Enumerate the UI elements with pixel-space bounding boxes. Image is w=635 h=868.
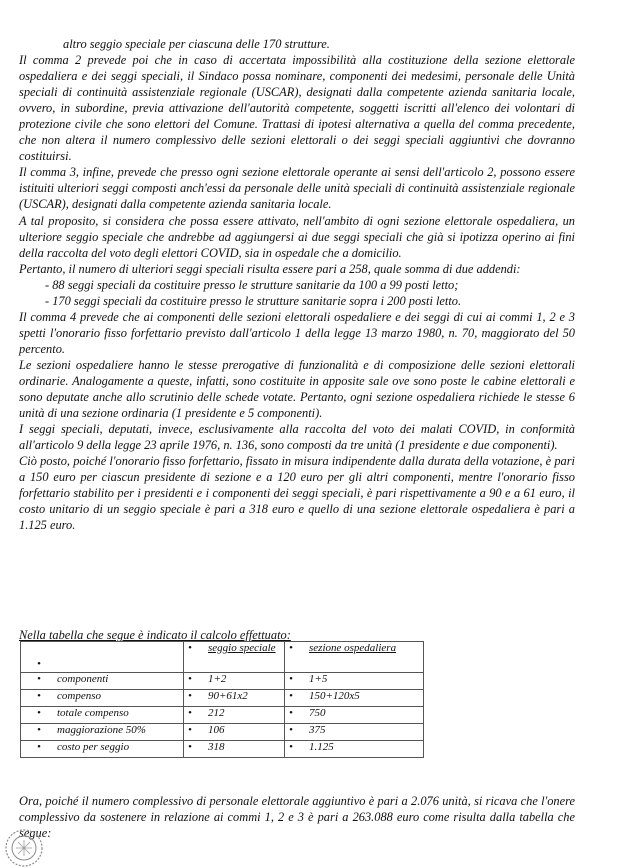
bullet-icon: • xyxy=(188,724,192,736)
bullet-icon: • xyxy=(188,741,192,753)
paragraph: Il comma 4 prevede che ai componenti delle sezioni elettorali ospedaliere e dei seggi di cui ai commi 1, 2 e 3 spetti l'onorario fisso forfettario previsto dall'articolo 1 della legge 13 marzo 1980, n. 70, maggiorato del 50 percento. xyxy=(19,309,575,356)
row-label: costo per seggio xyxy=(57,741,130,753)
closing-text xyxy=(19,793,575,841)
list-item: - 170 seggi speciali da costituire presso le strutture sanitarie sopra i 200 posti letto. xyxy=(45,293,462,308)
cell-value: 150+120x5 xyxy=(309,690,360,702)
paragraph: I seggi speciali, deputati, invece, esclusivamente alla raccolta del voto dei malati COVID, in conformità all'articolo 9 della legge 23 aprile 1976, n. 136, sono composti da tre unità (1 presidente e due componenti). xyxy=(19,422,575,453)
cell-value: 750 xyxy=(309,707,326,719)
bullet-icon: • xyxy=(188,707,192,719)
table-header-cell xyxy=(184,642,285,673)
cell-value: 1.125 xyxy=(309,741,334,753)
table-intro: Nella tabella che segue è indicato il calcolo effettuato: xyxy=(19,628,291,642)
row-label: componenti xyxy=(57,673,109,685)
table-header-cell xyxy=(21,642,184,673)
column-header-sezione: sezione ospedaliera xyxy=(309,642,397,654)
row-label: totale compenso xyxy=(57,707,129,719)
table-header-cell xyxy=(285,642,424,673)
row-label: maggiorazione 50% xyxy=(57,724,146,736)
bullet-icon: • xyxy=(289,673,293,685)
table-row xyxy=(21,707,424,724)
cell-value: 1+2 xyxy=(208,673,227,685)
bullet-icon: • xyxy=(188,642,192,654)
table-header-row xyxy=(21,642,424,673)
bullet-icon: • xyxy=(37,707,41,719)
cell-value: 1+5 xyxy=(309,673,328,685)
table-row xyxy=(21,741,424,758)
paragraph: altro seggio speciale per ciascuna delle 170 strutture. xyxy=(63,37,330,51)
bullet-icon: • xyxy=(289,642,293,654)
calculation-table xyxy=(20,641,424,758)
table-row xyxy=(21,690,424,707)
paragraph: A tal proposito, si considera che possa essere attivato, nell'ambito di ogni sezione elettorale ospedaliera, un ulteriore seggio speciale che andrebbe ad aggiungersi ai due seggi speciali che già si ipotizza operino ai fini della raccolta del voto degli elettori COVID, sia in ospedale che a domicilio. xyxy=(19,213,575,260)
bullet-icon: • xyxy=(289,724,293,736)
paragraph: Pertanto, il numero di ulteriori seggi speciali risulta essere pari a 258, quale somma di due addendi: xyxy=(19,261,521,276)
bullet-icon: • xyxy=(37,690,41,702)
bullet-icon: • xyxy=(37,724,41,736)
table-row xyxy=(21,673,424,690)
cell-value: 212 xyxy=(208,707,225,719)
column-header-seggio: seggio speciale xyxy=(208,642,276,654)
bullet-icon: • xyxy=(37,658,41,670)
cell-value: 375 xyxy=(309,724,326,736)
bullet-icon: • xyxy=(37,741,41,753)
paragraph: Le sezioni ospedaliere hanno le stesse prerogative di funzionalità e di composizione delle sezioni elettorali ordinarie. Analogamente a queste, infatti, sono costituite in apposite sale ove sono poste le cabine elettorali e sono deputate anche allo scrutinio delle schede votate. Pertanto, ogni sezione ospedaliera richiede le stesse 6 unità di una sezione ordinaria (1 presidente e 5 componenti). xyxy=(19,357,575,421)
bullet-icon: • xyxy=(37,673,41,685)
paragraph: Il comma 3, infine, prevede che presso ogni sezione elettorale operante ai sensi dell'articolo 2, possono essere istituiti ulteriori seggi composti anch'essi da personale delle unità speciali di continuità assistenziale regionale (USCAR), designati dalla competente azienda sanitaria locale. xyxy=(19,165,575,212)
table-row xyxy=(21,724,424,741)
body-text xyxy=(19,36,575,533)
cell-value: 318 xyxy=(208,741,225,753)
paragraph: Ciò posto, poiché l'onorario fisso forfettario, fissato in misura indipendente dalla durata della votazione, è pari a 150 euro per ciascun presidente di sezione e a 120 euro per gli altri componenti, mentre l'onorario fisso forfettario stabilito per i presidenti e i componenti dei seggi speciali, è pari rispettivamente a 90 e a 61 euro, il costo unitario di un seggio speciale è pari a 318 euro e quello di una sezione elettorale ospedaliera è pari a 1.125 euro. xyxy=(19,454,575,533)
bullet-icon: • xyxy=(289,690,293,702)
row-label: compenso xyxy=(57,690,101,702)
bullet-icon: • xyxy=(289,741,293,753)
cell-value: 106 xyxy=(208,724,225,736)
bullet-icon: • xyxy=(188,690,192,702)
paragraph: Ora, poiché il numero complessivo di personale elettorale aggiuntivo è pari a 2.076 unità, si ricava che l'onere complessivo da sostenere in relazione ai commi 1, 2 e 3 è pari a 263.088 euro come risulta dalla tabella che segue: xyxy=(19,794,575,841)
stamp-seal xyxy=(2,824,46,868)
list-item: - 88 seggi speciali da costituire presso le strutture sanitarie da 100 a 99 posti letto; xyxy=(45,277,459,292)
paragraph: Il comma 2 prevede poi che in caso di accertata impossibilità alla costituzione della sezione elettorale ospedaliera e dei seggi speciali, il Sindaco possa nominare, componenti dei medesimi, personale delle Unità speciali di continuità assistenziale regionale (USCAR), designati dalla competente azienda sanitaria locale, ovvero, in subordine, previa attivazione dell'autorità competente, soggetti iscritti all'elenco dei volontari di protezione civile che sono elettori del Comune. Trattasi di ipotesi alternativa a quella del comma precedente, che non altera il numero complessivo delle sezioni elettorali o dei seggi speciali aggiuntivi che dovranno costituirsi. xyxy=(19,53,575,164)
cell-value: 90+61x2 xyxy=(208,690,248,702)
bullet-icon: • xyxy=(188,673,192,685)
bullet-icon: • xyxy=(289,707,293,719)
